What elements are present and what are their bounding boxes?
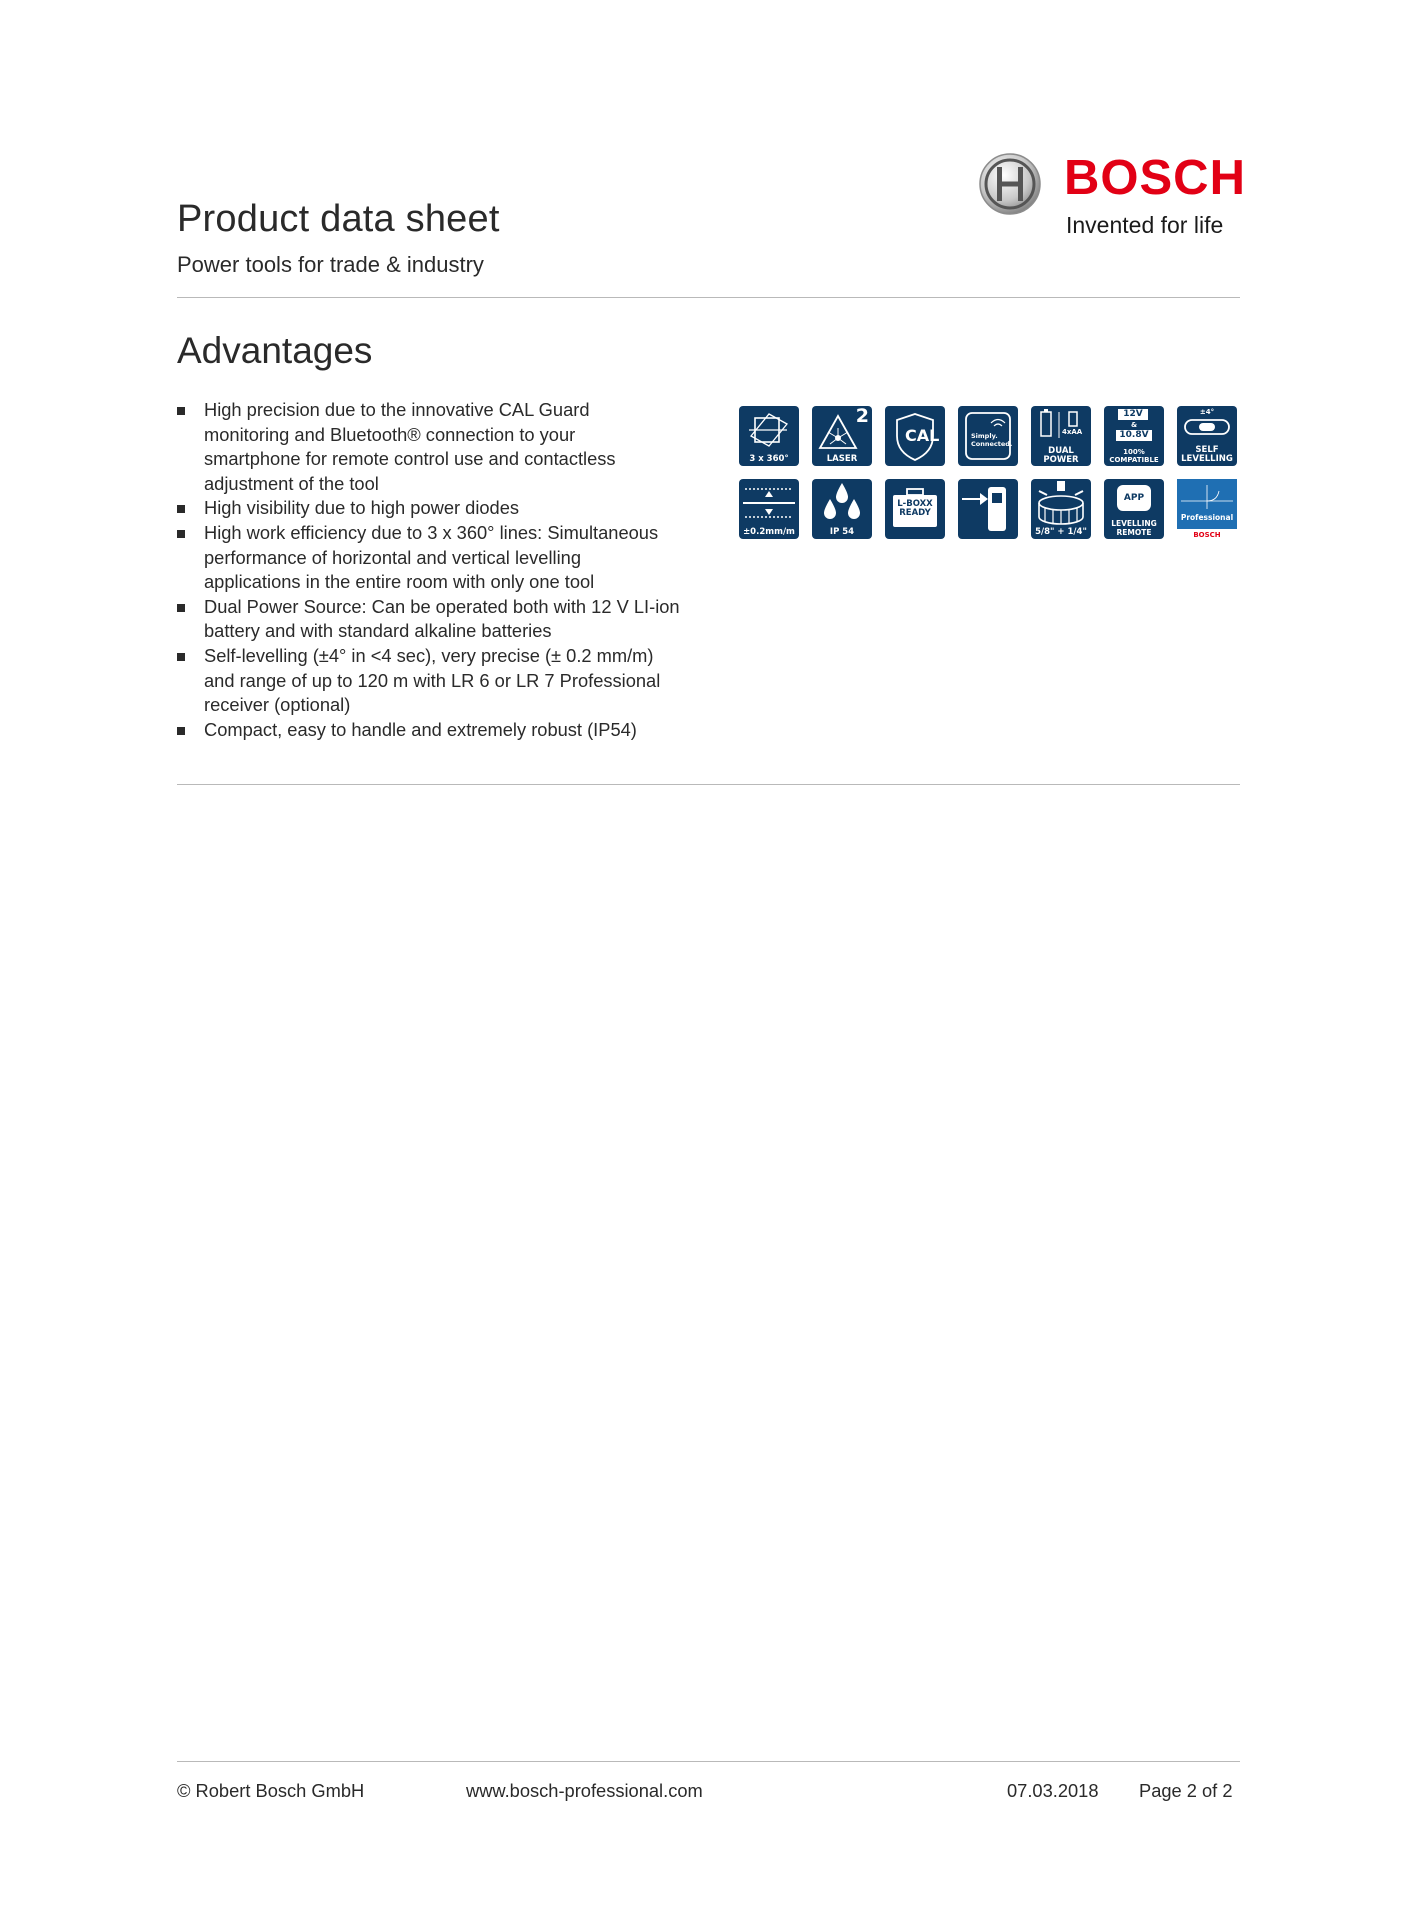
page-title: Product data sheet bbox=[177, 198, 500, 240]
bosch-logo bbox=[978, 151, 1246, 244]
list-item: High work efficiency due to 3 x 360° lines: Simultaneous performance of horizontal and vertical levelling applications in the entire room with only one tool bbox=[177, 521, 717, 595]
professional-bosch-label: BOSCH bbox=[1193, 531, 1221, 539]
levelling-remote-icon: APP LEVELLING REMOTE bbox=[1104, 479, 1164, 539]
accuracy-icon: ±0.2mm/m bbox=[739, 479, 799, 539]
bullet-icon bbox=[177, 604, 185, 612]
bullet-icon bbox=[177, 727, 185, 735]
ip54-icon: IP 54 bbox=[812, 479, 872, 539]
footer-copyright: © Robert Bosch GmbH bbox=[177, 1780, 365, 1801]
page-subtitle: Power tools for trade & industry bbox=[177, 252, 484, 277]
bullet-icon bbox=[177, 407, 185, 415]
bullet-icon bbox=[177, 505, 185, 513]
simply-connected-icon: Simply. Connected. bbox=[958, 406, 1018, 466]
cal-guard-icon: CAL bbox=[885, 406, 945, 466]
3x360-icon: 3 x 360° bbox=[739, 406, 799, 466]
self-levelling-icon: ±4° SELF LEVELLING bbox=[1177, 406, 1237, 466]
feature-icons bbox=[739, 406, 1241, 540]
bosch-armature-icon bbox=[978, 152, 1044, 218]
footer-website-link[interactable]: www.bosch-professional.com bbox=[466, 1780, 703, 1801]
footer-date: 07.03.2018 bbox=[1007, 1780, 1099, 1801]
dual-power-icon: 4xAA DUAL POWER bbox=[1031, 406, 1091, 466]
list-item: Dual Power Source: Can be operated both with 12 V LI-ion battery and with standard alkaline batteries bbox=[177, 595, 717, 644]
thread-icon: 5/8" + 1/4" bbox=[1031, 479, 1091, 539]
footer-divider bbox=[177, 1761, 1240, 1762]
footer-page-number: Page 2 of 2 bbox=[1139, 1780, 1233, 1801]
bullet-icon bbox=[177, 653, 185, 661]
section-divider bbox=[177, 784, 1240, 785]
l-boxx-ready-icon: L-BOXX READY bbox=[885, 479, 945, 539]
header-divider bbox=[177, 297, 1240, 298]
bosch-tagline: Invented for life bbox=[1066, 212, 1224, 238]
section-heading: Advantages bbox=[177, 330, 373, 371]
list-item: Self-levelling (±4° in <4 sec), very precise (± 0.2 mm/m) and range of up to 120 m with LR 6 or LR 7 Professional receiver (optional) bbox=[177, 644, 717, 718]
bosch-wordmark: BOSCH bbox=[1064, 151, 1246, 205]
bullet-icon bbox=[177, 530, 185, 538]
advantages-list bbox=[177, 398, 717, 742]
list-item: Compact, easy to handle and extremely robust (IP54) bbox=[177, 718, 717, 743]
list-item: High visibility due to high power diodes bbox=[177, 496, 717, 521]
receiver-icon bbox=[958, 479, 1018, 539]
professional-icon: Professional bbox=[1177, 479, 1237, 529]
list-item: High precision due to the innovative CAL Guard monitoring and Bluetooth® connection to your smartphone for remote control use and contactless adjustment of the tool bbox=[177, 398, 717, 496]
laser-class-2-icon: 2 LASER bbox=[812, 406, 872, 466]
battery-compatible-icon: 12V & 10.8V 100% COMPATIBLE bbox=[1104, 406, 1164, 466]
